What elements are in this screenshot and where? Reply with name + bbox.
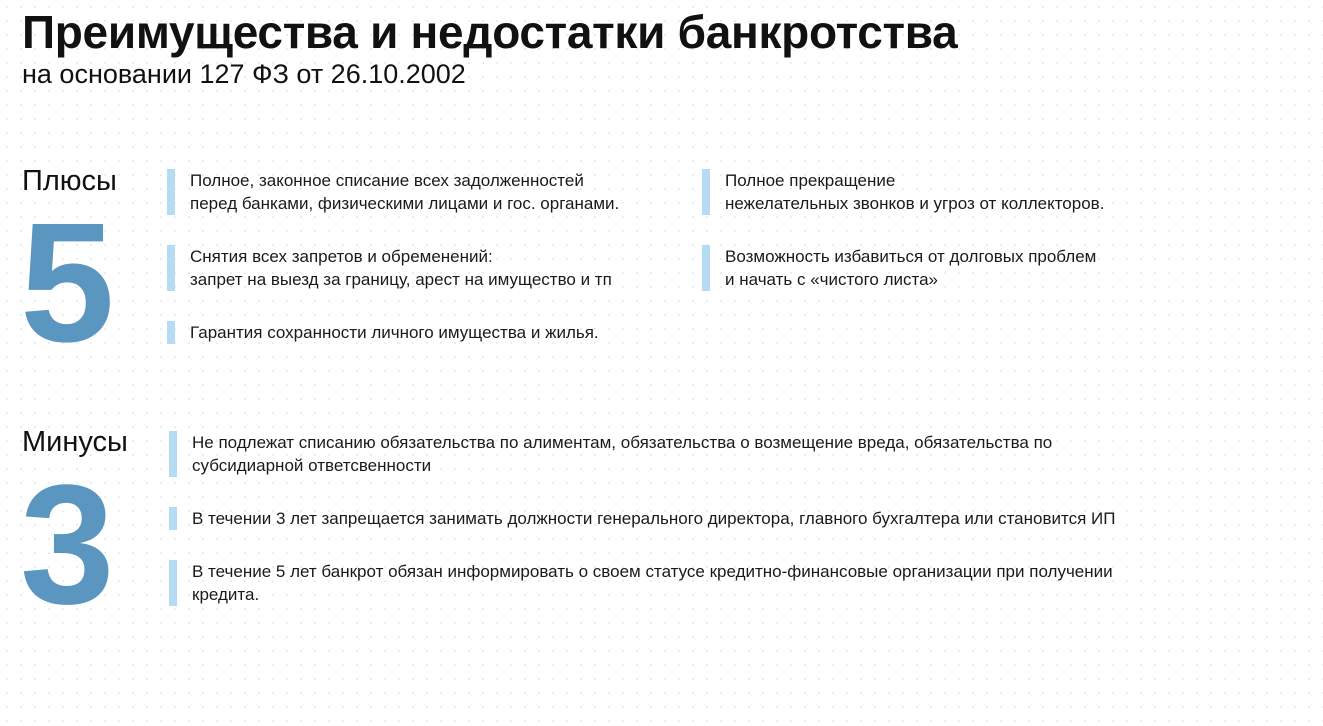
cons-label: Минусы — [22, 426, 128, 458]
pros-item-1-line1: Полное, законное списание всех задолженностей — [190, 171, 584, 190]
pros-item-4-line2: и начать с «чистого листа» — [725, 270, 938, 289]
pros-count: 5 — [20, 188, 111, 378]
pros-item-4-line1: Возможность избавиться от долговых проблем — [725, 247, 1097, 266]
pros-item-2-line1: Полное прекращение — [725, 171, 896, 190]
page-subtitle: на основании 127 ФЗ от 26.10.2002 — [22, 59, 466, 89]
pros-item-3 — [167, 245, 612, 291]
pros-item-2 — [702, 169, 1104, 215]
cons-count: 3 — [20, 450, 111, 640]
cons-item-2 — [169, 507, 1115, 530]
pros-item-1 — [167, 169, 619, 215]
pros-item-5 — [167, 321, 599, 344]
page-title: Преимущества и недостатки банкротства — [22, 6, 958, 58]
pros-label: Плюсы — [22, 165, 117, 197]
cons-item-3 — [169, 560, 1113, 606]
pros-item-3-line2: запрет на выезд за границу, арест на имущество и тп — [190, 270, 612, 289]
cons-item-1 — [169, 431, 1052, 477]
pros-item-1-line2: перед банками, физическими лицами и гос. органами. — [190, 194, 620, 213]
cons-item-1-line1: Не подлежат списанию обязательства по алиментам, обязательства о возмещение вреда, обязательства по — [192, 433, 1053, 452]
cons-item-1-line2: субсидиарной ответсвенности — [192, 456, 432, 475]
pros-item-2-line2: нежелательных звонков и угроз от коллекторов. — [725, 194, 1105, 213]
cons-item-3-line1: В течение 5 лет банкрот обязан информировать о своем статусе кредитно-финансовые организации при получении — [192, 562, 1113, 581]
pros-item-3-line1: Снятия всех запретов и обременений: — [190, 247, 493, 266]
pros-item-5-line1: Гарантия сохранности личного имущества и жилья. — [190, 323, 599, 342]
cons-item-2-line1: В течении 3 лет запрещается занимать должности генерального директора, главного бухгалтера или становится ИП — [192, 509, 1116, 528]
pros-item-4 — [702, 245, 1096, 291]
cons-item-3-line2: кредита. — [192, 585, 260, 604]
